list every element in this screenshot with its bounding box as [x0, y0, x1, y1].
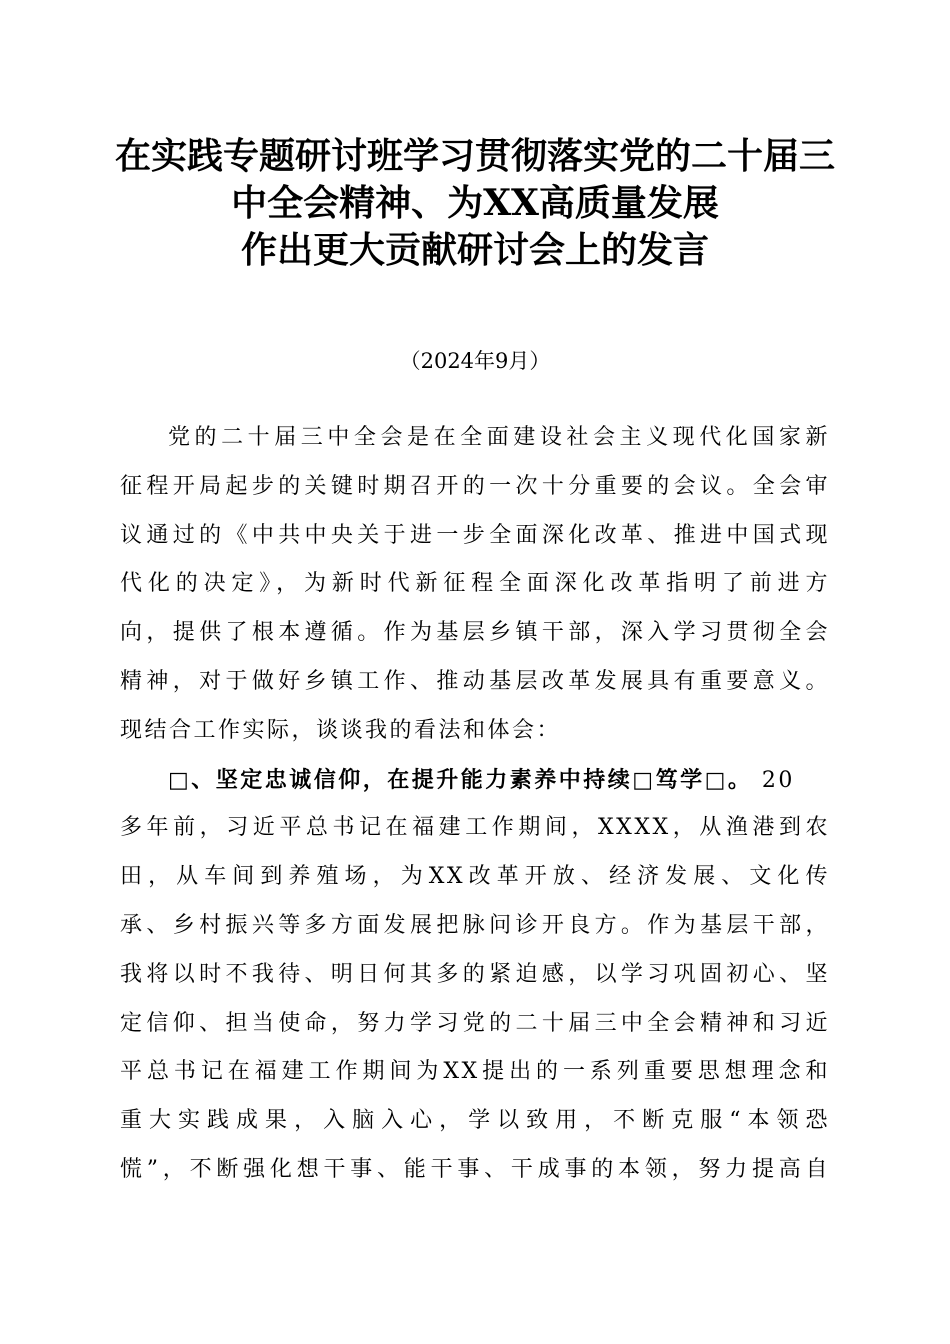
paragraph-line: 定信仰、担当使命，努力学习党的二十届三中全会精神和习近 [120, 1010, 830, 1036]
paragraph-line: 重大实践成果，入脑入心，学以致用，不断克服“本领恐 [120, 1108, 830, 1134]
title-line: 中全会精神、为XX高质量发展 [231, 182, 719, 224]
paragraph-line: 现结合工作实际，谈谈我的看法和体会： [120, 717, 562, 743]
document-body [120, 414, 830, 1195]
document-title [100, 133, 850, 274]
paragraph-line: 田，从车间到养殖场，为XX改革开放、经济发展、文化传 [120, 864, 830, 890]
paragraph-line: 代化的决定》，为新时代新征程全面深化改革指明了前进方 [120, 571, 830, 597]
paragraph-line: 承、乡村振兴等多方面发展把脉问诊开良方。作为基层干部， [120, 912, 830, 938]
paragraph-line: 慌”，不断强化想干事、能干事、干成事的本领，努力提高自 [120, 1156, 830, 1182]
paragraph-line: 精神，对于做好乡镇工作、推动基层改革发展具有重要意义。 [120, 668, 830, 694]
paragraph-line: 征程开局起步的关键时期召开的一次十分重要的会议。全会审 [120, 473, 830, 499]
section-heading-tail: 20 [761, 767, 795, 793]
title-line: 作出更大贡献研讨会上的发言 [240, 229, 709, 271]
document-date: （2024年9月） [399, 349, 551, 373]
paragraph-line: 我将以时不我待、明日何其多的紧迫感，以学习巩固初心、坚 [120, 961, 830, 987]
section-heading: □、坚定忠诚信仰，在提升能力素养中持续□笃学□。 [168, 766, 753, 793]
paragraph-line: 党的二十届三中全会是在全面建设社会主义现代化国家新 [168, 425, 830, 450]
paragraph-line: 多年前，习近平总书记在福建工作期间，XXXX，从渔港到农 [120, 815, 830, 841]
paragraph-line: 议通过的《中共中央关于进一步全面深化改革、推进中国式现 [120, 522, 830, 548]
title-line: 在实践专题研讨班学习贯彻落实党的二十届三 [114, 135, 835, 177]
paragraph-line: 平总书记在福建工作期间为XX提出的一系列重要思想理念和 [120, 1059, 830, 1085]
section-heading-line [120, 756, 830, 805]
paragraph-line: 向，提供了根本遵循。作为基层乡镇干部，深入学习贯彻全会 [120, 620, 830, 646]
